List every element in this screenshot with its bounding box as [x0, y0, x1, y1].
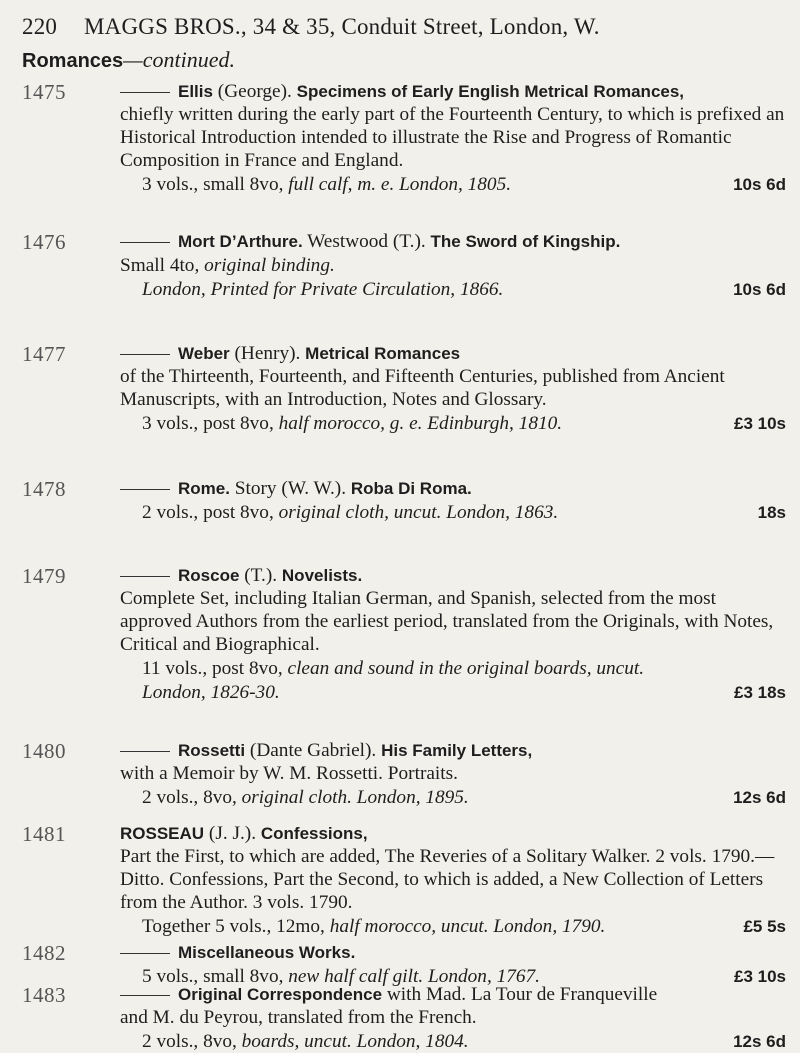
- entry-author: Mort D’Arthure.: [178, 232, 303, 251]
- entry-number: 1482: [22, 941, 66, 965]
- entry-binding: original binding.: [204, 255, 335, 276]
- entry-title: Metrical Romances: [305, 344, 461, 363]
- catalogue-entry: [22, 80, 786, 196]
- ditto-dash: [120, 576, 170, 577]
- page-header: [22, 14, 600, 40]
- entry-binding: original cloth, uncut. London, 1863.: [278, 502, 559, 523]
- entry-format: 2 vols., 8vo,: [142, 1031, 242, 1052]
- entry-price: 12s 6d: [733, 1032, 786, 1051]
- entry-number: 1481: [22, 822, 66, 846]
- catalogue-entry: [22, 230, 786, 301]
- entry-title: His Family Letters,: [381, 741, 533, 760]
- ditto-dash: [120, 995, 170, 996]
- entry-price: 12s 6d: [733, 788, 786, 807]
- entry-body: [120, 477, 786, 524]
- entry-number: 1478: [22, 477, 66, 501]
- entry-detail: [120, 1030, 786, 1053]
- entry-author: Original Correspondence: [178, 985, 383, 1004]
- entry-format: Together 5 vols., 12mo,: [142, 916, 330, 937]
- entry-description: and M. du Peyrou, translated from the French.: [120, 1007, 477, 1028]
- entry-detail: [120, 915, 786, 938]
- entry-binding: half morocco, g. e. Edinburgh, 1810.: [278, 413, 563, 434]
- ditto-dash: [120, 242, 170, 243]
- page-number: 220: [22, 14, 58, 39]
- entry-author-rest: (George).: [212, 81, 297, 102]
- entry-detail-2: [120, 278, 786, 301]
- entry-title: Confessions,: [260, 824, 368, 843]
- entry-detail: [120, 412, 786, 435]
- entry-number: 1483: [22, 983, 66, 1007]
- entry-number: 1477: [22, 342, 66, 366]
- entry-title: Specimens of Early English Metrical Romances,: [296, 82, 685, 101]
- entry-body: [120, 564, 786, 704]
- entry-detail-2: [120, 681, 786, 704]
- entry-author-rest: (Henry).: [229, 343, 306, 364]
- entry-body: [120, 80, 786, 196]
- ditto-dash: [120, 354, 170, 355]
- ditto-dash: [120, 489, 170, 490]
- entry-binding: clean and sound in the original boards, uncut.: [287, 658, 645, 679]
- entry-number: 1480: [22, 739, 66, 763]
- entry-binding: half morocco, uncut. London, 1790.: [329, 916, 606, 937]
- entry-format: 2 vols., 8vo,: [142, 787, 242, 808]
- entry-price: 10s 6d: [733, 280, 786, 299]
- entry-binding: full calf, m. e. London, 1805.: [288, 174, 512, 195]
- section-continued: —continued.: [123, 47, 235, 72]
- entry-format: 2 vols., post 8vo,: [142, 502, 279, 523]
- entry-description: Complete Set, including Italian German, and Spanish, selected from the most approved Authors from the earliest period, translated from the Originals, with Notes, Critical and Biographical.: [120, 588, 774, 655]
- entry-description: chiefly written during the early part of the Fourteenth Century, to which is prefixed an Historical Introduction intended to illustrate the Rise and Progress of Romantic Composition in France and England.: [120, 104, 785, 171]
- entry-author-rest: (J. J.).: [204, 823, 261, 844]
- entry-format: 11 vols., post 8vo,: [142, 658, 288, 679]
- entry-author-rest: Westwood (T.).: [302, 231, 431, 252]
- entry-author: Weber: [178, 344, 230, 363]
- entry-binding: boards, uncut. London, 1804.: [241, 1031, 469, 1052]
- catalogue-entry: [22, 477, 786, 524]
- entry-author: Rossetti: [178, 741, 246, 760]
- entry-binding: new half calf gilt. London, 1767.: [288, 966, 540, 987]
- entry-author-rest: (Dante Gabriel).: [245, 740, 382, 761]
- entry-author: Ellis: [178, 82, 213, 101]
- entry-detail: [120, 173, 786, 196]
- catalogue-entry: [22, 822, 786, 938]
- entry-imprint: London, Printed for Private Circulation, 1866.: [142, 279, 504, 300]
- catalogue-entry: [22, 739, 786, 809]
- entry-body: [120, 739, 786, 809]
- entry-detail: [120, 657, 786, 680]
- entry-imprint: London, 1826-30.: [142, 682, 280, 703]
- entry-body: [120, 230, 786, 301]
- section-heading: [22, 47, 235, 73]
- entry-price: 18s: [757, 503, 786, 522]
- entry-number: 1475: [22, 80, 66, 104]
- entry-title: Novelists.: [281, 566, 363, 585]
- entry-author-rest: (T.).: [239, 565, 282, 586]
- entry-number: 1479: [22, 564, 66, 588]
- entry-binding: original cloth. London, 1895.: [241, 787, 469, 808]
- entry-body: [120, 983, 786, 1053]
- entry-detail: [120, 254, 786, 277]
- entry-number: 1476: [22, 230, 66, 254]
- ditto-dash: [120, 92, 170, 93]
- entry-author: Roscoe: [178, 566, 240, 585]
- ditto-dash: [120, 751, 170, 752]
- entry-title: The Sword of Kingship.: [430, 232, 621, 251]
- entry-body: [120, 822, 786, 938]
- catalogue-entry: [22, 983, 786, 1053]
- entry-price: £5 5s: [743, 917, 786, 936]
- entry-author: ROSSEAU: [120, 824, 205, 843]
- entry-detail: [120, 786, 786, 809]
- entry-title: Roba Di Roma.: [350, 479, 472, 498]
- header-text: MAGGS BROS., 34 & 35, Conduit Street, London, W.: [84, 14, 600, 39]
- catalogue-entry: [22, 564, 786, 704]
- entry-author-rest: Story (W. W.).: [229, 478, 351, 499]
- ditto-dash: [120, 953, 170, 954]
- entry-price: 10s 6d: [733, 175, 786, 194]
- entry-body: [120, 941, 786, 988]
- catalogue-entry: [22, 941, 786, 988]
- entry-format: 5 vols., small 8vo,: [142, 966, 289, 987]
- entry-description: with a Memoir by W. M. Rossetti. Portraits.: [120, 763, 458, 784]
- entry-author: Miscellaneous Works.: [178, 943, 356, 962]
- entry-body: [120, 342, 786, 435]
- entry-detail: [120, 501, 786, 524]
- entry-author-rest: with Mad. La Tour de Franqueville: [382, 984, 658, 1005]
- entry-format: Small 4to,: [120, 255, 205, 276]
- entry-price: £3 10s: [734, 414, 786, 433]
- entry-price: £3 18s: [734, 683, 786, 702]
- section-name: Romances: [22, 50, 124, 72]
- entry-author: Rome.: [178, 479, 230, 498]
- entry-format: 3 vols., small 8vo,: [142, 174, 289, 195]
- catalogue-entry: [22, 342, 786, 435]
- entry-format: 3 vols., post 8vo,: [142, 413, 279, 434]
- entry-description: Part the First, to which are added, The Reveries of a Solitary Walker. 2 vols. 1790.—Ditto. Confessions, Part the Second, to which is added, a New Collection of Letters from the Author. 3 vols. 1790.: [120, 846, 775, 913]
- entry-price: £3 10s: [734, 967, 786, 986]
- entry-description: of the Thirteenth, Fourteenth, and Fifteenth Centuries, published from Ancient Manuscripts, with an Introduction, Notes and Glossary.: [120, 366, 725, 410]
